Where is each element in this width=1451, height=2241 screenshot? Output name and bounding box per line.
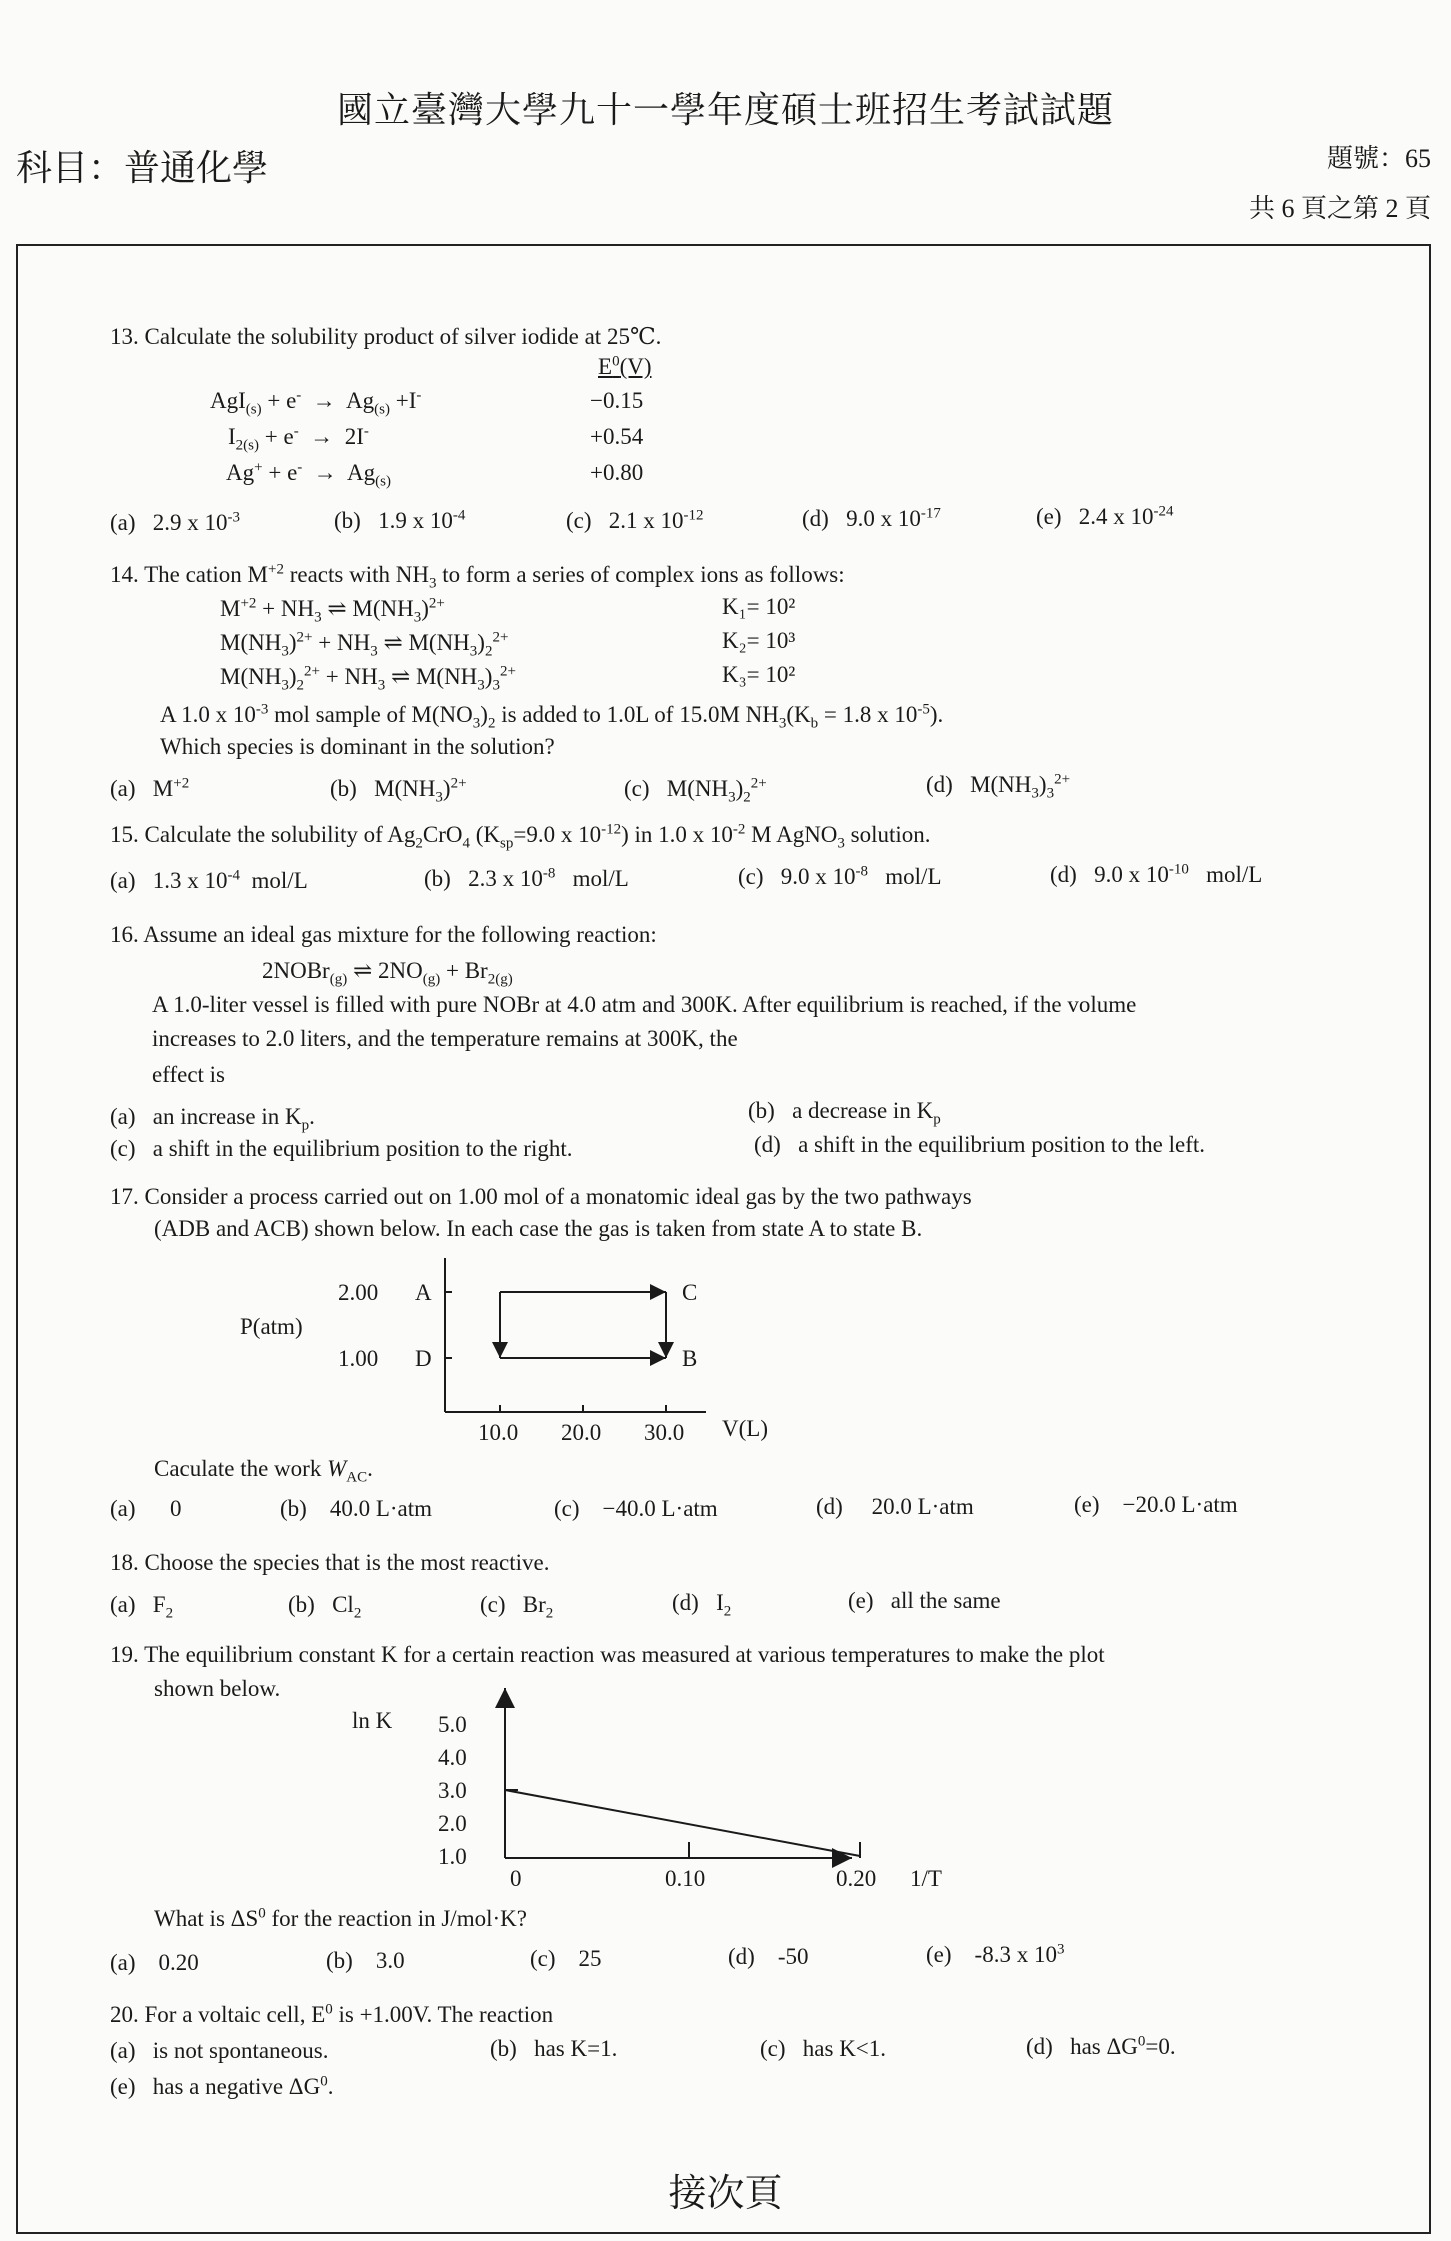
q13-option-d: (d) 9.0 x $10^{-17}$: [802, 505, 941, 531]
q18-option-b: (b) $Cl_2$: [288, 1592, 362, 1622]
q19-option-a: (a) 0.20: [110, 1950, 199, 1975]
q20-stem: 20. For a voltaic cell, $E^0$ is +1.00V. The reaction: [110, 2001, 554, 2027]
pv-point-D: D: [415, 1346, 432, 1371]
pv-point-B: B: [682, 1346, 698, 1371]
q13-val2: +0.54: [590, 424, 644, 449]
q17-stem-1: 17. Consider a process carried out on 1.00 mol of a monatomic ideal gas by the two pathways: [110, 1184, 972, 1209]
lnk-y-label: ln K: [352, 1708, 393, 1733]
q13-option-b: (b) 1.9 x $10^{-4}$: [334, 507, 466, 533]
q15-option-c: (c) 9.0 x $10^{-8}$ mol/L: [738, 863, 942, 889]
q19-option-b: (b) 3.0: [326, 1948, 405, 1973]
q14-eq1: $M^{+2} + NH_3$ ⇌ $M(NH_3)^{2+}$: [220, 595, 445, 626]
subject-label: 科目：普通化學: [16, 148, 269, 188]
q13-stem: 13. Calculate the solubility product of silver iodide at 25℃.: [110, 324, 662, 349]
q16-line1: A 1.0-liter vessel is filled with pure NOBr at 4.0 atm and 300K. After equilibrium is reached, if the volume: [152, 992, 1137, 1017]
q14-k2: K₂= 10³: [722, 628, 796, 653]
q13-col-header: $E^0(V)$: [598, 353, 652, 379]
q16-line3: effect is: [152, 1062, 226, 1087]
q14-eq2: $M(NH_3)^{2+} + NH_3$ ⇌ $M(NH_3)_2^{2+}$: [220, 629, 509, 660]
lnk-y-tick: 3.0: [438, 1778, 467, 1803]
q16-option-d: (d) a shift in the equilibrium position to the left.: [754, 1132, 1205, 1157]
q14-k1: K₁= 10²: [722, 594, 796, 619]
pv-point-C: C: [682, 1280, 698, 1305]
q16-reaction: 2NOBr$_{(g)}$ ⇌ $2NO_{(g)} + Br_{2(g)}$: [262, 958, 513, 988]
q20-option-c: (c) has K<1.: [760, 2036, 887, 2061]
q13-val3: +0.80: [590, 460, 644, 485]
q17-option-e: (e) −20.0 L·atm: [1074, 1492, 1238, 1517]
question-code: 題號：65: [1326, 144, 1431, 173]
q18-option-c: (c) $Br_2$: [480, 1592, 554, 1622]
q16-stem: 16. Assume an ideal gas mixture for the following reaction:: [110, 922, 657, 947]
q18-stem: 18. Choose the species that is the most reactive.: [110, 1550, 550, 1575]
lnk-x-tick: 0.10: [665, 1866, 706, 1891]
q14-option-d: (d) $M(NH_3)_3^{2+}$: [926, 771, 1071, 802]
lnk-x-tick: 0: [510, 1866, 522, 1891]
q17-option-b: (b) 40.0 L·atm: [280, 1496, 433, 1521]
q16-line2: increases to 2.0 liters, and the temperature remains at 300K, the: [152, 1026, 738, 1051]
pv-y-tick: 1.00: [338, 1346, 379, 1371]
q14-stem: 14. The cation $M^{+2}$ reacts with $NH_3$ to form a series of complex ions as follows:: [110, 561, 845, 592]
lnk-plot: [0, 1670, 900, 1900]
pv-x-label: V(L): [722, 1416, 768, 1441]
pv-x-tick: 10.0: [478, 1420, 519, 1445]
lnk-line: [505, 1790, 860, 1856]
pv-y-label: P(atm): [240, 1314, 303, 1339]
continue-next-page: 接次頁: [668, 2171, 783, 2215]
q18-option-a: (a) $F_2$: [110, 1592, 174, 1622]
q16-option-c: (c) a shift in the equilibrium position to the right.: [110, 1136, 573, 1161]
q15-option-b: (b) 2.3 x $10^{-8}$ mol/L: [424, 865, 629, 891]
lnk-y-tick: 2.0: [438, 1811, 467, 1836]
lnk-x-tick: 0.20: [836, 1866, 877, 1891]
q20-option-d: (d) has $\Delta G^0=0$.: [1026, 2033, 1176, 2059]
lnk-x-label: 1/T: [910, 1866, 942, 1891]
q13-eq1: $AgI_{(s)} + e^- \to Ag_{(s)} +I^-$: [210, 387, 422, 418]
q20-option-a: (a) is not spontaneous.: [110, 2038, 329, 2063]
q17-option-c: (c) −40.0 L·atm: [554, 1496, 718, 1521]
q15-option-a: (a) 1.3 x $10^{-4}$ mol/L: [110, 867, 308, 893]
q13-option-e: (e) 2.4 x $10^{-24}$: [1036, 503, 1174, 529]
q20-option-b: (b) has K=1.: [490, 2036, 618, 2061]
exam-title: 國立臺灣大學九十一學年度碩士班招生考試試題: [336, 90, 1114, 130]
lnk-y-tick: 5.0: [438, 1712, 467, 1737]
q16-option-a: (a) an increase in $K_p$.: [110, 1104, 315, 1134]
page-indicator: 共 6 頁之第 2 頁: [1248, 194, 1431, 223]
q17-stem-2: (ADB and ACB) shown below. In each case the gas is taken from state A to state B.: [154, 1216, 923, 1241]
lnk-y-tick: 1.0: [438, 1844, 467, 1869]
q19-option-d: (d) -50: [728, 1944, 809, 1969]
q14-eq3: $M(NH_3)_2^{2+} + NH_3$ ⇌ $M(NH_3)_3^{2+}$: [220, 663, 516, 694]
pv-diagram: [0, 1240, 820, 1460]
q19-stem-2: shown below.: [154, 1676, 281, 1701]
q17-option-d: (d) 20.0 L·atm: [816, 1494, 974, 1519]
q15-option-d: (d) 9.0 x $10^{-10}$ mol/L: [1050, 861, 1263, 887]
q15-stem: 15. Calculate the solubility of $Ag_2CrO_4$ ($K_{sp}=9.0$ x $10^{-12}$) in 1.0 x $10^{-2}$ M AgNO$_3$ solution.: [110, 821, 931, 852]
q14-option-a: (a) $M^{+2}$: [110, 775, 190, 801]
pv-y-tick: 2.00: [338, 1280, 379, 1305]
q13-eq2: $I_{2(s)} + e^- \to 2I^-$: [228, 423, 369, 454]
pv-x-tick: 30.0: [644, 1420, 685, 1445]
q19-option-c: (c) 25: [530, 1946, 602, 1971]
q14-condition: A 1.0 x $10^{-3}$ mol sample of $M(NO_3)_2$ is added to 1.0L of 15.0M $NH_3(K_b = 1.8$ x $10^{-5}$).: [160, 701, 944, 732]
q13-option-a: (a) 2.9 x $10^{-3}$: [110, 509, 241, 535]
q17-question: Caculate the work $W_{AC}$.: [154, 1456, 373, 1486]
q14-option-b: (b) $M(NH_3)^{2+}$: [330, 775, 467, 806]
q19-option-e: (e) -8.3 x $10^3$: [926, 1941, 1065, 1967]
q20-option-e: (e) has a negative $\Delta G^0$.: [110, 2073, 334, 2099]
q16-option-b: (b) a decrease in $K_p$: [748, 1098, 941, 1128]
q18-option-d: (d) $I_2$: [672, 1590, 732, 1620]
q13-val1: −0.15: [590, 388, 644, 413]
q19-stem-1: 19. The equilibrium constant K for a certain reaction was measured at various temperatures to make the plot: [110, 1642, 1105, 1667]
q17-option-a: (a) 0: [110, 1496, 182, 1521]
lnk-y-tick: 4.0: [438, 1745, 467, 1770]
q14-question: Which species is dominant in the solution?: [160, 734, 555, 759]
q18-option-e: (e) all the same: [848, 1588, 1001, 1613]
pv-point-A: A: [415, 1280, 432, 1305]
q19-question: What is $\Delta S^0$ for the reaction in J/mol·K?: [154, 1905, 527, 1931]
q13-eq3: $Ag^+ + e^- \to Ag_{(s)}$: [226, 459, 391, 490]
pv-x-tick: 20.0: [561, 1420, 602, 1445]
q13-option-c: (c) 2.1 x $10^{-12}$: [566, 507, 704, 533]
q14-option-c: (c) $M(NH_3)_2^{2+}$: [624, 775, 767, 806]
q14-k3: K₃= 10²: [722, 662, 796, 687]
